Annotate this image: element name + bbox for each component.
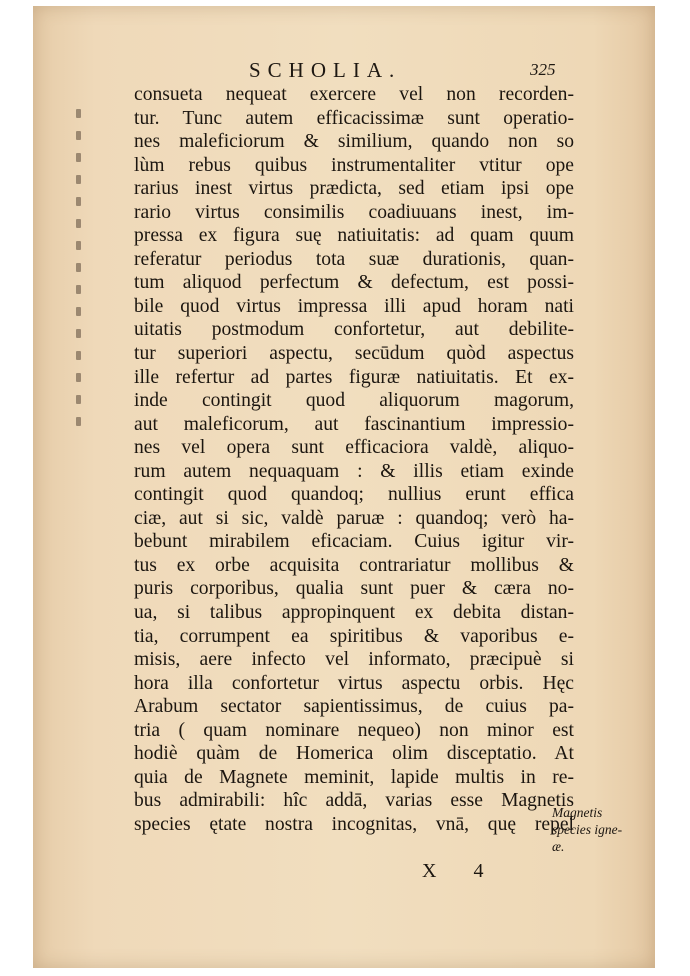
text-line: misis, aere infecto vel informato, præcipuè si bbox=[134, 649, 574, 671]
text-line: lùm rebus quibus instrumentaliter vtitur ope bbox=[134, 154, 574, 176]
text-line: tur. Tunc autem efficacissimæ sunt operatio- bbox=[134, 107, 574, 129]
text-line: tum aliquod perfectum & defectum, est possi- bbox=[134, 272, 574, 294]
text-line: bebunt mirabilem eficaciam. Cuius igitur vir- bbox=[134, 531, 574, 553]
running-head bbox=[33, 58, 655, 84]
text-line: aut maleficorum, aut fascinantium impressio- bbox=[134, 413, 574, 435]
text-line: tria ( quam nominare nequeo) non minor est bbox=[134, 719, 574, 741]
bleed-through-marks bbox=[73, 96, 87, 416]
marginal-note-line: Magnetis bbox=[552, 805, 603, 820]
text-line: referatur periodus tota suæ durationis, quan- bbox=[134, 248, 574, 270]
text-line: tia, corrumpent ea spiritibus & vaporibus e- bbox=[134, 625, 574, 647]
text-line: rum autem nequaquam : & illis etiam exinde bbox=[134, 460, 574, 482]
text-line: rarius inest virtus prædicta, sed etiam ipsi ope bbox=[134, 178, 574, 200]
text-line: consueta nequeat exercere vel non recorden- bbox=[134, 84, 574, 105]
text-line: tur superiori aspectu, secūdum quòd aspectus bbox=[134, 343, 574, 365]
text-line: pressa ex figura suę natiuitatis: ad quam quum bbox=[134, 225, 574, 247]
text-line: bus admirabili: hîc addā, varias esse Magnetis bbox=[134, 790, 574, 812]
book-page bbox=[33, 6, 655, 968]
text-line: nes maleficiorum & similium, quando non so bbox=[134, 131, 574, 153]
marginal-note-line: æ. bbox=[552, 839, 565, 854]
text-line: ille refertur ad partes figuræ natiuitatis. Et ex- bbox=[134, 366, 574, 388]
text-line: rario virtus consimilis coadiuuans inest, im- bbox=[134, 201, 574, 223]
text-line: Arabum sectator sapientissimus, de cuius pa- bbox=[134, 696, 574, 718]
text-line: uitatis postmodum confortetur, aut debilite- bbox=[134, 319, 574, 341]
text-line: bile quod virtus impressa illi apud horam nati bbox=[134, 295, 574, 317]
running-head-title: SCHOLIA. bbox=[249, 58, 402, 82]
text-line: ciæ, aut si sic, valdè paruæ : quandoq; verò ha- bbox=[134, 507, 574, 529]
body-text bbox=[134, 83, 574, 837]
page-number: 325 bbox=[530, 60, 556, 79]
text-line: hodiè quàm de Homerica olim disceptatio. At bbox=[134, 743, 574, 765]
text-line: puris corporibus, qualia sunt puer & cæra no- bbox=[134, 578, 574, 600]
marginal-note bbox=[552, 804, 662, 855]
text-line: nes vel opera sunt efficaciora valdè, aliquo- bbox=[134, 437, 574, 459]
text-line: species ętate nostra incognitas, vnā, quę repel bbox=[134, 813, 574, 835]
text-line: quia de Magnete meminit, lapide multis in re- bbox=[134, 766, 574, 788]
text-line: hora illa confortetur virtus aspectu orbis. Hęc bbox=[134, 672, 574, 694]
signature-mark: X 4 bbox=[422, 860, 500, 882]
text-line: contingit quod quandoq; nullius erunt effica bbox=[134, 484, 574, 506]
text-line: tus ex orbe acquisita contrariatur mollibus & bbox=[134, 554, 574, 576]
text-line: ua, si talibus appropinquent ex debita distan- bbox=[134, 602, 574, 624]
marginal-note-line: species igne- bbox=[552, 822, 623, 837]
text-line: inde contingit quod aliquorum magorum, bbox=[134, 390, 574, 412]
